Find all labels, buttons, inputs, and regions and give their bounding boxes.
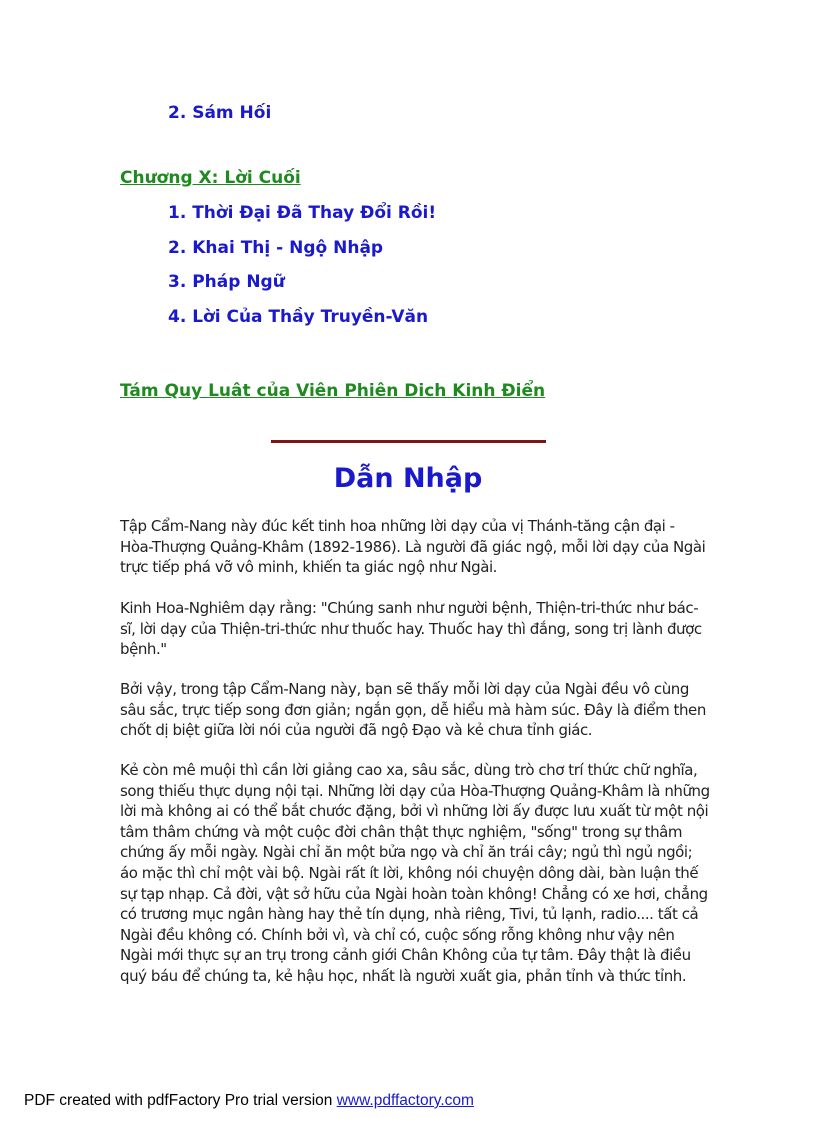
intro-paragraph-1: Tập Cẩm-Nang này đúc kết tinh hoa những lời dạy của vị Thánh-tăng cận đại - Hòa-Thượng Quảng-Khâm (1892-1986). Là người đã giác ngộ, mỗi lời dạy của Ngài trực tiếp phá vỡ vô minh, khiến ta giác ngộ như Ngài. [120,517,706,577]
pdf-footer [24,1091,474,1111]
toc-chapter-x-heading[interactable]: Chương X: Lời Cuối [120,168,301,188]
footer-link[interactable]: www.pdffactory.com [336,1092,474,1109]
toc-appendix-link[interactable]: Tám Quy Luât của Viên Phiên Dich Kinh Điển [120,381,546,401]
intro-paragraph-2: Kinh Hoa-Nghiêm dạy rằng: "Chúng sanh như người bệnh, Thiện-tri-thức như bác-sĩ, lời dạy của Thiện-tri-thức như thuốc hay. Thuốc hay thì đắng, song trị lành được bệnh." [120,599,702,659]
toc-item-phap-ngu[interactable]: 3. Pháp Ngữ [168,272,285,292]
intro-paragraph-4: Kẻ còn mê muội thì cần lời giảng cao xa, sâu sắc, dùng trò chơ trí thức chữ nghĩa, song thiếu thực dụng nội tại. Những lời dạy của Hòa-Thượng Quảng-Khâm là những lời mà không ai có thể bắt chước đặng, bởi vì những lời ấy được lưu xuất từ một nội tâm thâm chứng và một cuộc đời chân thật thực nghiệm, "sống" trong sự thâm chứng ấy mỗi ngày. Ngài chỉ ăn một bửa ngọ và chỉ ăn trái cây; ngủ thì ngủ ngồi; áo mặc thì chỉ một vài bộ. Ngài rất ít lời, không nói chuyện dông dài, bàn luận thế sự tạp nhạp. Cả đời, vật sở hữu của Ngài hoàn toàn không! Chẳng có xe hơi, chẳng có trương mục ngân hàng hay thẻ tín dụng, nhà riêng, Tivi, tủ lạnh, radio.... tất cả Ngài đều không có. Chính bởi vì, và chỉ có, cuộc sống rỗng không như vậy nên Ngài mới thực sự an trụ trong cảnh giới Chân Không của tự tâm. Đây thật là điều quý báu để chúng ta, kẻ hậu học, nhất là người xuất gia, phản tỉnh và thức tỉnh. [120,761,710,985]
toc-item-loi-cua-thay[interactable]: 4. Lời Của Thầy Truyền-Văn [168,307,429,327]
intro-paragraph-3: Bởi vậy, trong tập Cẩm-Nang này, bạn sẽ thấy mỗi lời dạy của Ngài đều vô cùng sâu sắc, trực tiếp song đơn giản; ngắn gọn, dễ hiểu mà hàm súc. Đây là điểm then chốt dị biệt giữa lời nói của người đã ngộ Đạo và kẻ chưa tỉnh giác. [120,680,706,740]
section-divider [271,440,546,443]
toc-item-sam-hoi[interactable]: 2. Sám Hối [168,103,272,123]
footer-text: PDF created with pdfFactory Pro trial version [24,1092,337,1109]
toc-item-thoi-dai[interactable]: 1. Thời Đại Đã Thay Đổi Rồi! [168,203,437,223]
toc-item-khai-thi[interactable]: 2. Khai Thị - Ngộ Nhập [168,238,384,258]
intro-title: Dẫn Nhập [333,463,483,494]
